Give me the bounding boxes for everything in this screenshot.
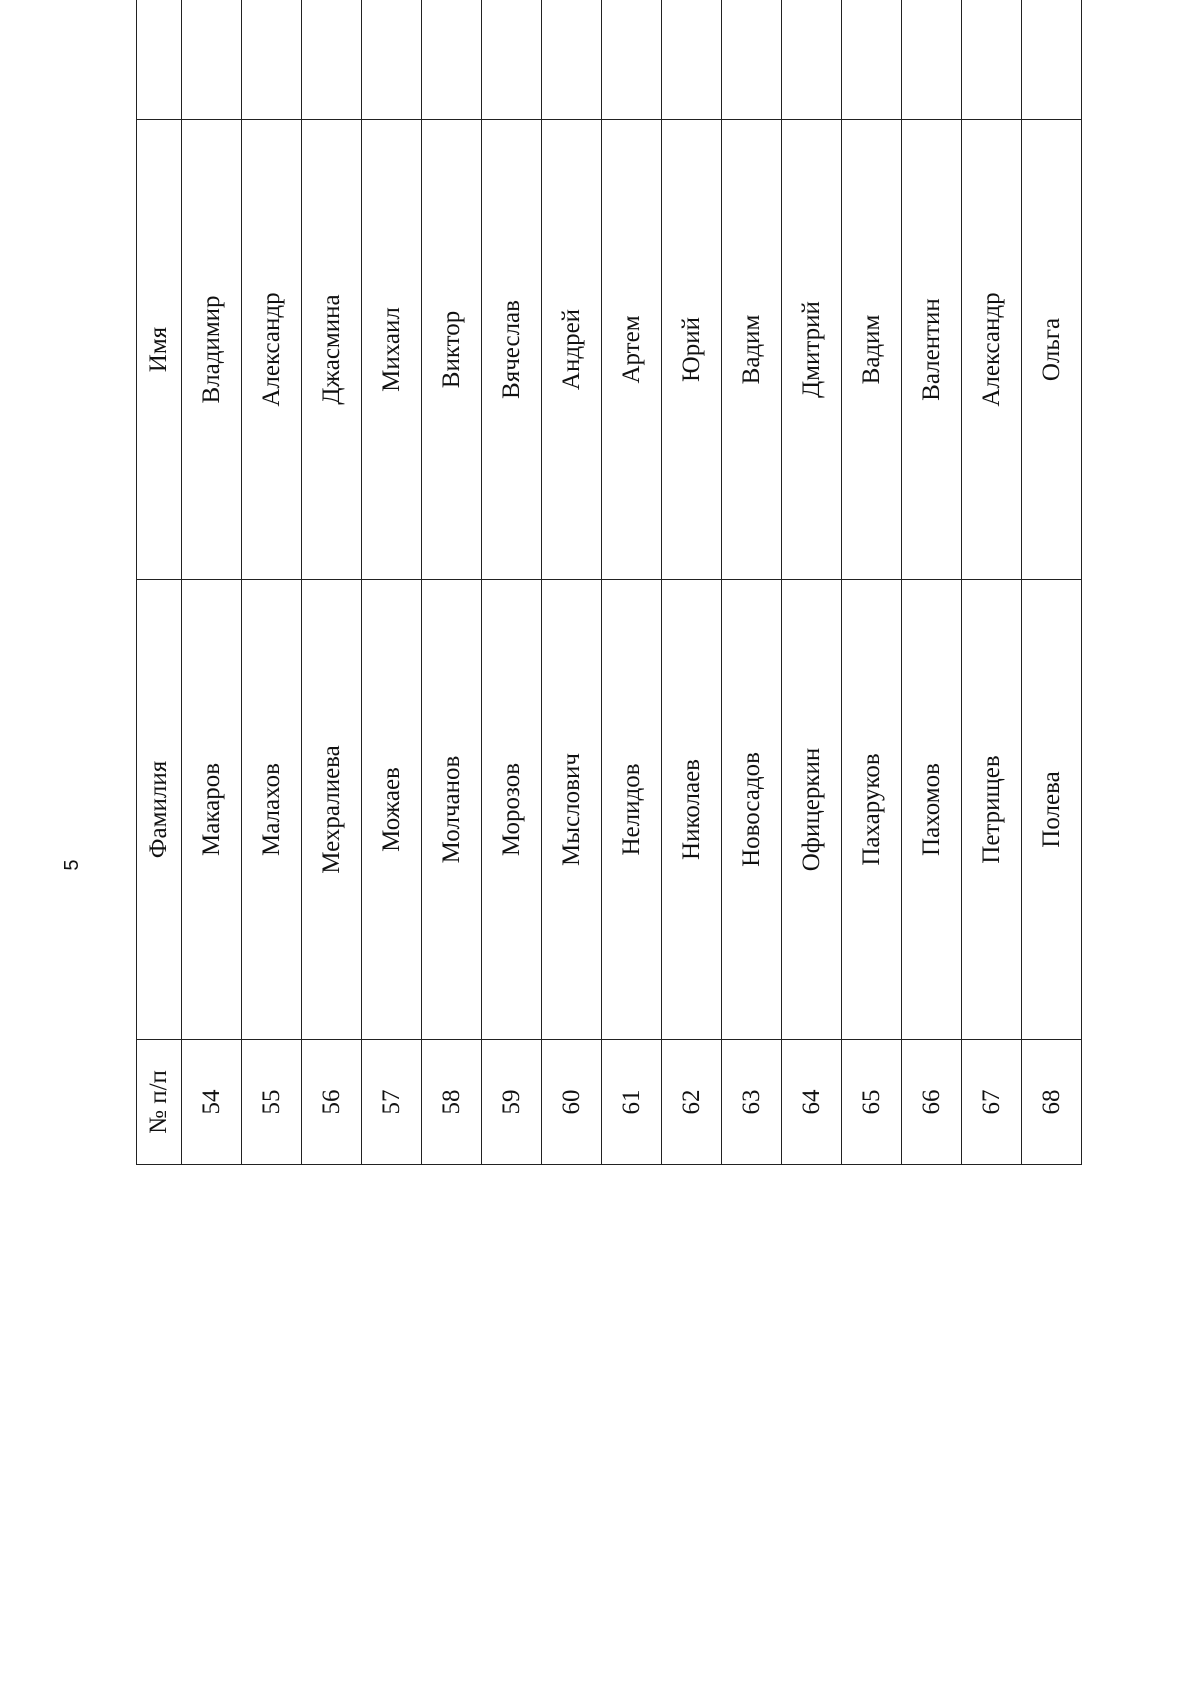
cell-first-name: Дмитрий [782, 120, 842, 580]
table-row [542, 0, 602, 1165]
cell-patronymic [302, 0, 362, 120]
cell-first-name: Владимир [182, 120, 242, 580]
header-number: № п/п [137, 1040, 182, 1165]
cell-number: 60 [542, 1040, 602, 1165]
cell-number: 67 [962, 1040, 1022, 1165]
cell-number: 54 [182, 1040, 242, 1165]
table-row [722, 0, 782, 1165]
table-row [842, 0, 902, 1165]
cell-last-name: Молчанов [422, 580, 482, 1040]
cell-last-name: Малахов [242, 580, 302, 1040]
cell-patronymic [902, 0, 962, 120]
cell-first-name: Александр [962, 120, 1022, 580]
cell-first-name: Виктор [422, 120, 482, 580]
table-row [902, 0, 962, 1165]
cell-number: 63 [722, 1040, 782, 1165]
cell-number: 55 [242, 1040, 302, 1165]
cell-first-name: Ольга [1022, 120, 1082, 580]
cell-number: 58 [422, 1040, 482, 1165]
names-table [136, 0, 1082, 1165]
cell-patronymic [602, 0, 662, 120]
cell-last-name: Нелидов [602, 580, 662, 1040]
cell-first-name: Юрий [662, 120, 722, 580]
cell-patronymic [662, 0, 722, 120]
cell-number: 68 [1022, 1040, 1082, 1165]
cell-number: 56 [302, 1040, 362, 1165]
cell-patronymic [842, 0, 902, 120]
table-row [1022, 0, 1082, 1165]
cell-last-name: Полева [1022, 580, 1082, 1040]
table-row [482, 0, 542, 1165]
cell-patronymic [722, 0, 782, 120]
table-header-row [137, 0, 182, 1165]
cell-number: 59 [482, 1040, 542, 1165]
table-row [662, 0, 722, 1165]
cell-last-name: Морозов [482, 580, 542, 1040]
cell-first-name: Вячеслав [482, 120, 542, 580]
header-first-name: Имя [137, 120, 182, 580]
cell-patronymic [1022, 0, 1082, 120]
cell-last-name: Можаев [362, 580, 422, 1040]
cell-first-name: Александр [242, 120, 302, 580]
cell-last-name: Мыслович [542, 580, 602, 1040]
header-patronymic [137, 0, 182, 120]
cell-last-name: Петрищев [962, 580, 1022, 1040]
cell-patronymic [182, 0, 242, 120]
cell-first-name: Артем [602, 120, 662, 580]
table-row [182, 0, 242, 1165]
cell-first-name: Валентин [902, 120, 962, 580]
cell-first-name: Вадим [722, 120, 782, 580]
cell-number: 66 [902, 1040, 962, 1165]
table-row [962, 0, 1022, 1165]
names-table-rotated [136, 0, 1070, 1165]
cell-number: 62 [662, 1040, 722, 1165]
cell-last-name: Николаев [662, 580, 722, 1040]
cell-patronymic [962, 0, 1022, 120]
table-row [422, 0, 482, 1165]
cell-last-name: Новосадов [722, 580, 782, 1040]
cell-patronymic [782, 0, 842, 120]
cell-last-name: Пахомов [902, 580, 962, 1040]
cell-number: 64 [782, 1040, 842, 1165]
cell-last-name: Макаров [182, 580, 242, 1040]
cell-number: 61 [602, 1040, 662, 1165]
cell-last-name: Мехралиева [302, 580, 362, 1040]
cell-first-name: Вадим [842, 120, 902, 580]
cell-patronymic [422, 0, 482, 120]
cell-first-name: Андрей [542, 120, 602, 580]
table-row [602, 0, 662, 1165]
cell-first-name: Михаил [362, 120, 422, 580]
table-row [362, 0, 422, 1165]
page-number: 5 [61, 859, 83, 871]
cell-patronymic [242, 0, 302, 120]
cell-patronymic [542, 0, 602, 120]
table-row [242, 0, 302, 1165]
cell-first-name: Джасмина [302, 120, 362, 580]
cell-last-name: Офицеркин [782, 580, 842, 1040]
cell-patronymic [362, 0, 422, 120]
cell-number: 57 [362, 1040, 422, 1165]
table-row [782, 0, 842, 1165]
cell-patronymic [482, 0, 542, 120]
cell-last-name: Пахаруков [842, 580, 902, 1040]
cell-number: 65 [842, 1040, 902, 1165]
table-row [302, 0, 362, 1165]
header-last-name: Фамилия [137, 580, 182, 1040]
